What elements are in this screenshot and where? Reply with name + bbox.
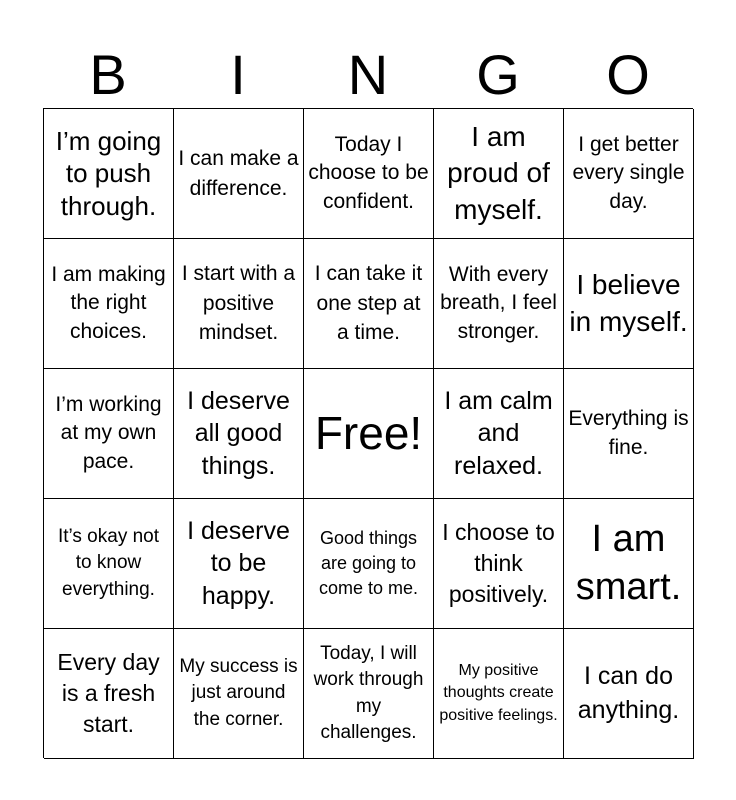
- bingo-cell-text: My success is just around the corner.: [179, 656, 298, 730]
- bingo-cell[interactable]: [44, 369, 174, 499]
- bingo-cell[interactable]: [564, 629, 694, 759]
- bingo-cell-text: I am making the right choices.: [51, 262, 166, 343]
- bingo-cell-text: I’m working at my own pace.: [55, 392, 162, 473]
- bingo-cell[interactable]: [44, 109, 174, 239]
- bingo-cell-text: I deserve to be happy.: [187, 516, 290, 610]
- bingo-cell-text: I believe in myself.: [569, 269, 688, 337]
- bingo-cell-text: Everything is fine.: [568, 407, 689, 459]
- bingo-free-cell[interactable]: [304, 369, 434, 499]
- bingo-cell[interactable]: [304, 239, 434, 369]
- bingo-cell[interactable]: [434, 239, 564, 369]
- bingo-cell[interactable]: [174, 629, 304, 759]
- bingo-cell[interactable]: [564, 109, 694, 239]
- bingo-cell[interactable]: [174, 369, 304, 499]
- bingo-cell-text: It’s okay not to know everything.: [57, 525, 160, 600]
- bingo-cell-text: I get better every single day.: [572, 132, 685, 213]
- bingo-cell[interactable]: [174, 499, 304, 629]
- bingo-cell-text: I am proud of myself.: [447, 120, 550, 225]
- bingo-cell-text: I start with a positive mindset.: [181, 262, 296, 345]
- bingo-cell-text: I’m going to push through.: [55, 125, 162, 221]
- bingo-cell[interactable]: [44, 629, 174, 759]
- bingo-header: [43, 42, 693, 108]
- bingo-cell[interactable]: [174, 239, 304, 369]
- bingo-card: [43, 108, 693, 758]
- bingo-cell[interactable]: [434, 109, 564, 239]
- bingo-cell-text: I am calm and relaxed.: [444, 386, 553, 480]
- bingo-cell[interactable]: [434, 629, 564, 759]
- bingo-cell-text: My positive thoughts create positive feelings.: [439, 661, 558, 724]
- bingo-cell[interactable]: [434, 499, 564, 629]
- bingo-cell-text: Free!: [314, 406, 423, 459]
- header-letter-g: G: [476, 43, 520, 106]
- bingo-cell[interactable]: [564, 499, 694, 629]
- bingo-cell-text: Every day is a fresh start.: [57, 648, 160, 738]
- bingo-cell-text: I choose to think positively.: [442, 518, 555, 608]
- bingo-cell-text: I can take it one step at a time.: [314, 262, 423, 345]
- bingo-cell-text: Today I choose to be confident.: [308, 132, 429, 213]
- bingo-cell-text: I can do anything.: [577, 661, 680, 724]
- bingo-cell[interactable]: [44, 239, 174, 369]
- header-letter-n: N: [347, 43, 389, 106]
- bingo-cell-text: I am smart.: [575, 518, 682, 608]
- header-letter-o: O: [606, 43, 650, 106]
- header-letter-b: B: [89, 43, 127, 106]
- bingo-cell[interactable]: [174, 109, 304, 239]
- bingo-cell[interactable]: [564, 369, 694, 499]
- bingo-cell[interactable]: [44, 499, 174, 629]
- bingo-cell-text: Good things are going to come to me.: [318, 528, 419, 598]
- bingo-cell[interactable]: [304, 109, 434, 239]
- bingo-cell[interactable]: [434, 369, 564, 499]
- bingo-cell[interactable]: [564, 239, 694, 369]
- bingo-cell[interactable]: [304, 499, 434, 629]
- bingo-cell-text: I deserve all good things.: [187, 386, 290, 480]
- bingo-cell[interactable]: [304, 629, 434, 759]
- header-letter-i: I: [230, 43, 246, 106]
- bingo-cell-text: Today, I will work through my challenges.: [313, 643, 424, 743]
- bingo-cell-text: I can make a difference.: [178, 147, 299, 200]
- bingo-cell-text: With every breath, I feel stronger.: [440, 262, 557, 343]
